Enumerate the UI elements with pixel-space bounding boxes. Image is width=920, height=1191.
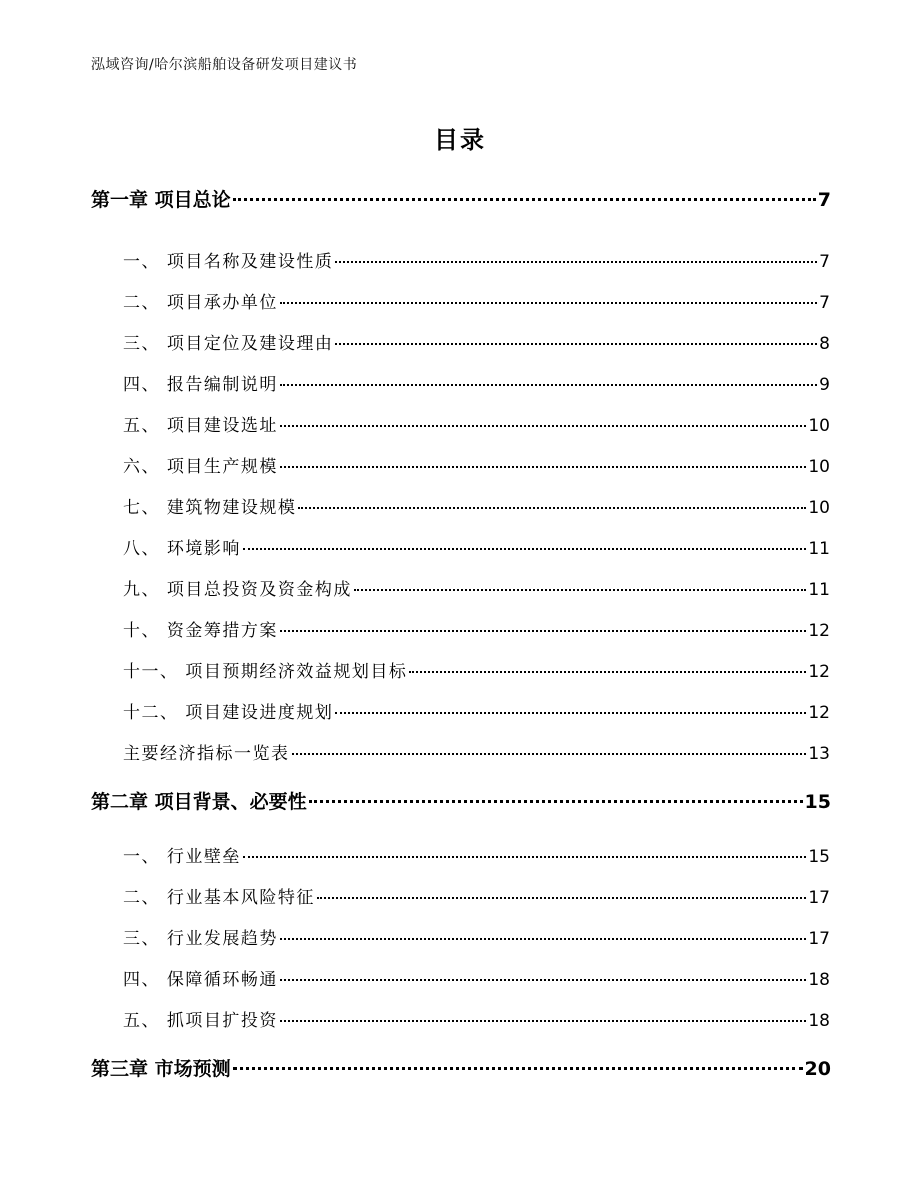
- toc-entry-page: 17: [808, 888, 830, 908]
- dot-leader: [280, 979, 806, 981]
- toc-entry[interactable]: [123, 924, 830, 949]
- toc-entry-label: 第一章 项目总论: [91, 189, 231, 211]
- dot-leader: [280, 302, 817, 304]
- toc-entry-label: 三、 行业发展趋势: [123, 929, 278, 949]
- toc-entry[interactable]: [123, 575, 830, 600]
- toc-entry-label: 五、 项目建设选址: [123, 416, 278, 436]
- toc-entry-label: 十、 资金筹措方案: [123, 621, 278, 641]
- toc-entry-page: 10: [808, 457, 830, 477]
- toc-entry-label: 四、 保障循环畅通: [123, 970, 278, 990]
- toc-entry[interactable]: [123, 657, 830, 682]
- dot-leader: [298, 507, 806, 509]
- toc-entry-page: 8: [819, 334, 830, 354]
- toc-entry-label: 一、 行业壁垒: [123, 847, 241, 867]
- dot-leader: [280, 425, 806, 427]
- toc-entry[interactable]: [91, 1054, 831, 1081]
- toc-entry-label: 一、 项目名称及建设性质: [123, 252, 334, 272]
- toc-entry[interactable]: [123, 247, 830, 272]
- toc-entry-page: 20: [804, 1058, 831, 1080]
- dot-leader: [280, 384, 817, 386]
- toc-entry[interactable]: [123, 493, 830, 518]
- toc-entry-page: 15: [808, 847, 830, 867]
- dot-leader: [233, 198, 816, 201]
- toc-entry[interactable]: [123, 616, 830, 641]
- dot-leader: [309, 800, 803, 803]
- dot-leader: [317, 897, 806, 899]
- toc-entry[interactable]: [123, 411, 830, 436]
- toc-entry-label: 十一、 项目预期经济效益规划目标: [123, 662, 408, 682]
- toc-entry[interactable]: [123, 739, 830, 764]
- toc-entry[interactable]: [123, 698, 830, 723]
- toc-entry-page: 7: [817, 189, 831, 211]
- toc-entry-label: 第二章 项目背景、必要性: [91, 791, 307, 813]
- dot-leader: [233, 1067, 803, 1070]
- dot-leader: [280, 630, 806, 632]
- dot-leader: [335, 261, 817, 263]
- dot-leader: [280, 938, 806, 940]
- toc-entry[interactable]: [123, 883, 830, 908]
- toc-entry-label: 二、 项目承办单位: [123, 293, 278, 313]
- toc-entry-page: 10: [808, 416, 830, 436]
- toc-entry-label: 三、 项目定位及建设理由: [123, 334, 334, 354]
- toc-entry[interactable]: [123, 370, 830, 395]
- toc-entry-page: 11: [808, 539, 830, 559]
- toc-entry[interactable]: [123, 534, 830, 559]
- toc-entry[interactable]: [123, 452, 830, 477]
- toc-entry-label: 二、 行业基本风险特征: [123, 888, 315, 908]
- dot-leader: [280, 1020, 806, 1022]
- dot-leader: [335, 343, 817, 345]
- toc-entry-page: 18: [808, 1011, 830, 1031]
- toc-entry-label: 八、 环境影响: [123, 539, 241, 559]
- toc-entry-page: 13: [808, 744, 830, 764]
- dot-leader: [354, 589, 806, 591]
- running-header: 泓域咨询/哈尔滨船舶设备研发项目建议书: [91, 57, 358, 73]
- toc-entry-page: 7: [819, 252, 830, 272]
- toc-entry-page: 11: [808, 580, 830, 600]
- toc-entry-label: 六、 项目生产规模: [123, 457, 278, 477]
- page-title: 目录: [434, 126, 486, 154]
- dot-leader: [292, 753, 807, 755]
- toc-entry[interactable]: [91, 787, 831, 814]
- toc-entry-page: 7: [819, 293, 830, 313]
- dot-leader: [409, 671, 806, 673]
- toc-entry-page: 10: [808, 498, 830, 518]
- toc-entry-page: 12: [808, 662, 830, 682]
- toc-entry-label: 第三章 市场预测: [91, 1058, 231, 1080]
- dot-leader: [243, 548, 806, 550]
- dot-leader: [335, 712, 806, 714]
- toc-entry-page: 15: [804, 791, 831, 813]
- toc-entry[interactable]: [123, 288, 830, 313]
- toc-entry-page: 17: [808, 929, 830, 949]
- dot-leader: [280, 466, 806, 468]
- toc-entry-page: 9: [819, 375, 830, 395]
- toc-entry[interactable]: [91, 185, 831, 212]
- toc-entry-label: 九、 项目总投资及资金构成: [123, 580, 352, 600]
- toc-entry-label: 十二、 项目建设进度规划: [123, 703, 334, 723]
- toc-entry-label: 七、 建筑物建设规模: [123, 498, 297, 518]
- toc-entry-page: 18: [808, 970, 830, 990]
- dot-leader: [243, 856, 806, 858]
- toc-entry[interactable]: [123, 842, 830, 867]
- toc-entry-page: 12: [808, 703, 830, 723]
- toc-entry[interactable]: [123, 329, 830, 354]
- toc-entry-label: 五、 抓项目扩投资: [123, 1011, 278, 1031]
- toc-entry-page: 12: [808, 621, 830, 641]
- toc-entry[interactable]: [123, 1006, 830, 1031]
- toc-entry[interactable]: [123, 965, 830, 990]
- toc-entry-label: 四、 报告编制说明: [123, 375, 278, 395]
- toc-entry-label: 主要经济指标一览表: [123, 744, 290, 764]
